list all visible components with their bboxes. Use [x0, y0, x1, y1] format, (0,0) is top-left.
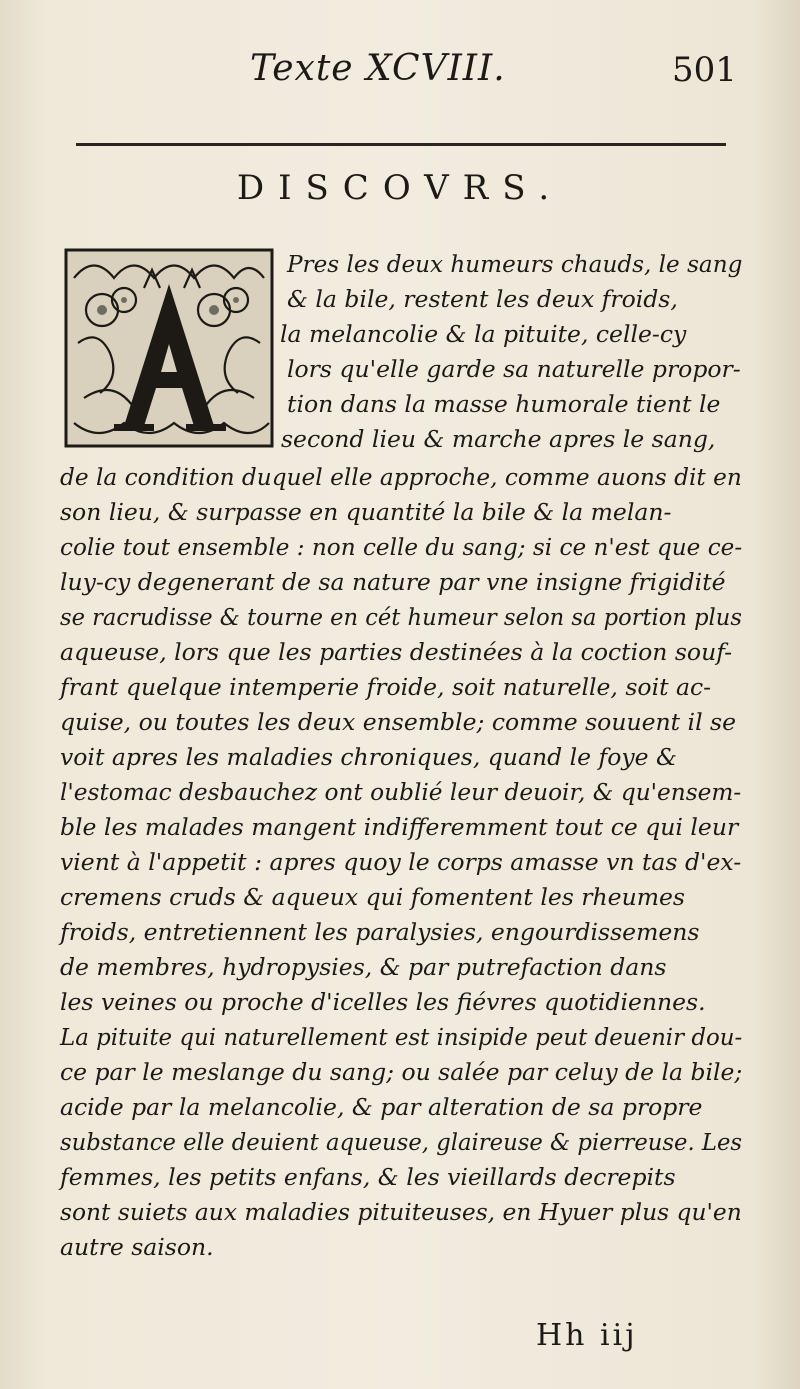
- text-line: aqueuse, lors que les parties destinées à la coction souf-: [60, 638, 733, 666]
- running-title: Texte XCVIII.: [250, 48, 506, 89]
- signature-mark: Hh iij: [536, 1318, 638, 1353]
- text-line: l'estomac desbauchez ont oublié leur deuoir, & qu'ensem-: [60, 778, 742, 806]
- text-line: lors qu'elle garde sa naturelle propor-: [287, 355, 741, 383]
- text-line: second lieu & marche apres le sang,: [281, 425, 716, 453]
- text-line: se racrudisse & tourne en cét humeur selon sa portion plus: [60, 603, 742, 631]
- section-heading: DISCOVRS.: [236, 168, 564, 208]
- text-line: de membres, hydropysies, & par putrefaction dans: [60, 953, 667, 981]
- text-line: colie tout ensemble : non celle du sang; si ce n'est que ce-: [60, 533, 743, 561]
- text-line: luy-cy degenerant de sa nature par vne insigne frigidité: [60, 568, 726, 596]
- text-line: de la condition duquel elle approche, comme auons dit en: [60, 463, 742, 491]
- text-line: frant quelque intemperie froide, soit naturelle, soit ac-: [60, 673, 712, 701]
- text-line: vient à l'appetit : apres quoy le corps amasse vn tas d'ex-: [60, 848, 742, 876]
- text-line: sont suiets aux maladies pituiteuses, en Hyuer plus qu'en: [60, 1198, 742, 1226]
- text-line: la melancolie & la pituite, celle-cy: [280, 320, 687, 348]
- text-line: froids, entretiennent les paralysies, engourdissemens: [60, 918, 700, 946]
- page-header: [0, 48, 800, 98]
- text-line: tion dans la masse humorale tient le: [287, 390, 721, 418]
- text-line: les veines ou proche d'icelles les fiévres quotidiennes.: [60, 988, 706, 1016]
- drop-cap-initial-a: [64, 248, 274, 448]
- text-line: ce par le meslange du sang; ou salée par celuy de la bile;: [60, 1058, 743, 1086]
- text-line: & la bile, restent les deux froids,: [287, 285, 678, 313]
- text-line: ble les malades mangent indifferemment tout ce qui leur: [60, 813, 739, 841]
- text-line: son lieu, & surpasse en quantité la bile & la melan-: [60, 498, 672, 526]
- text-line: autre saison.: [60, 1233, 214, 1261]
- page-number: 501: [672, 50, 737, 90]
- text-line: femmes, les petits enfans, & les vieillards decrepits: [60, 1163, 676, 1191]
- text-line: acide par la melancolie, & par alteration de sa propre: [60, 1093, 703, 1121]
- header-rule: [76, 143, 726, 146]
- text-line: voit apres les maladies chroniques, quand le foye &: [60, 743, 677, 771]
- text-line: cremens cruds & aqueux qui fomentent les rheumes: [60, 883, 685, 911]
- text-line: La pituite qui naturellement est insipide peut deuenir dou-: [60, 1023, 743, 1051]
- text-line: Pres les deux humeurs chauds, le sang: [287, 250, 743, 278]
- text-line: quise, ou toutes les deux ensemble; comme souuent il se: [60, 708, 737, 736]
- text-line: substance elle deuient aqueuse, glaireuse & pierreuse. Les: [60, 1128, 743, 1156]
